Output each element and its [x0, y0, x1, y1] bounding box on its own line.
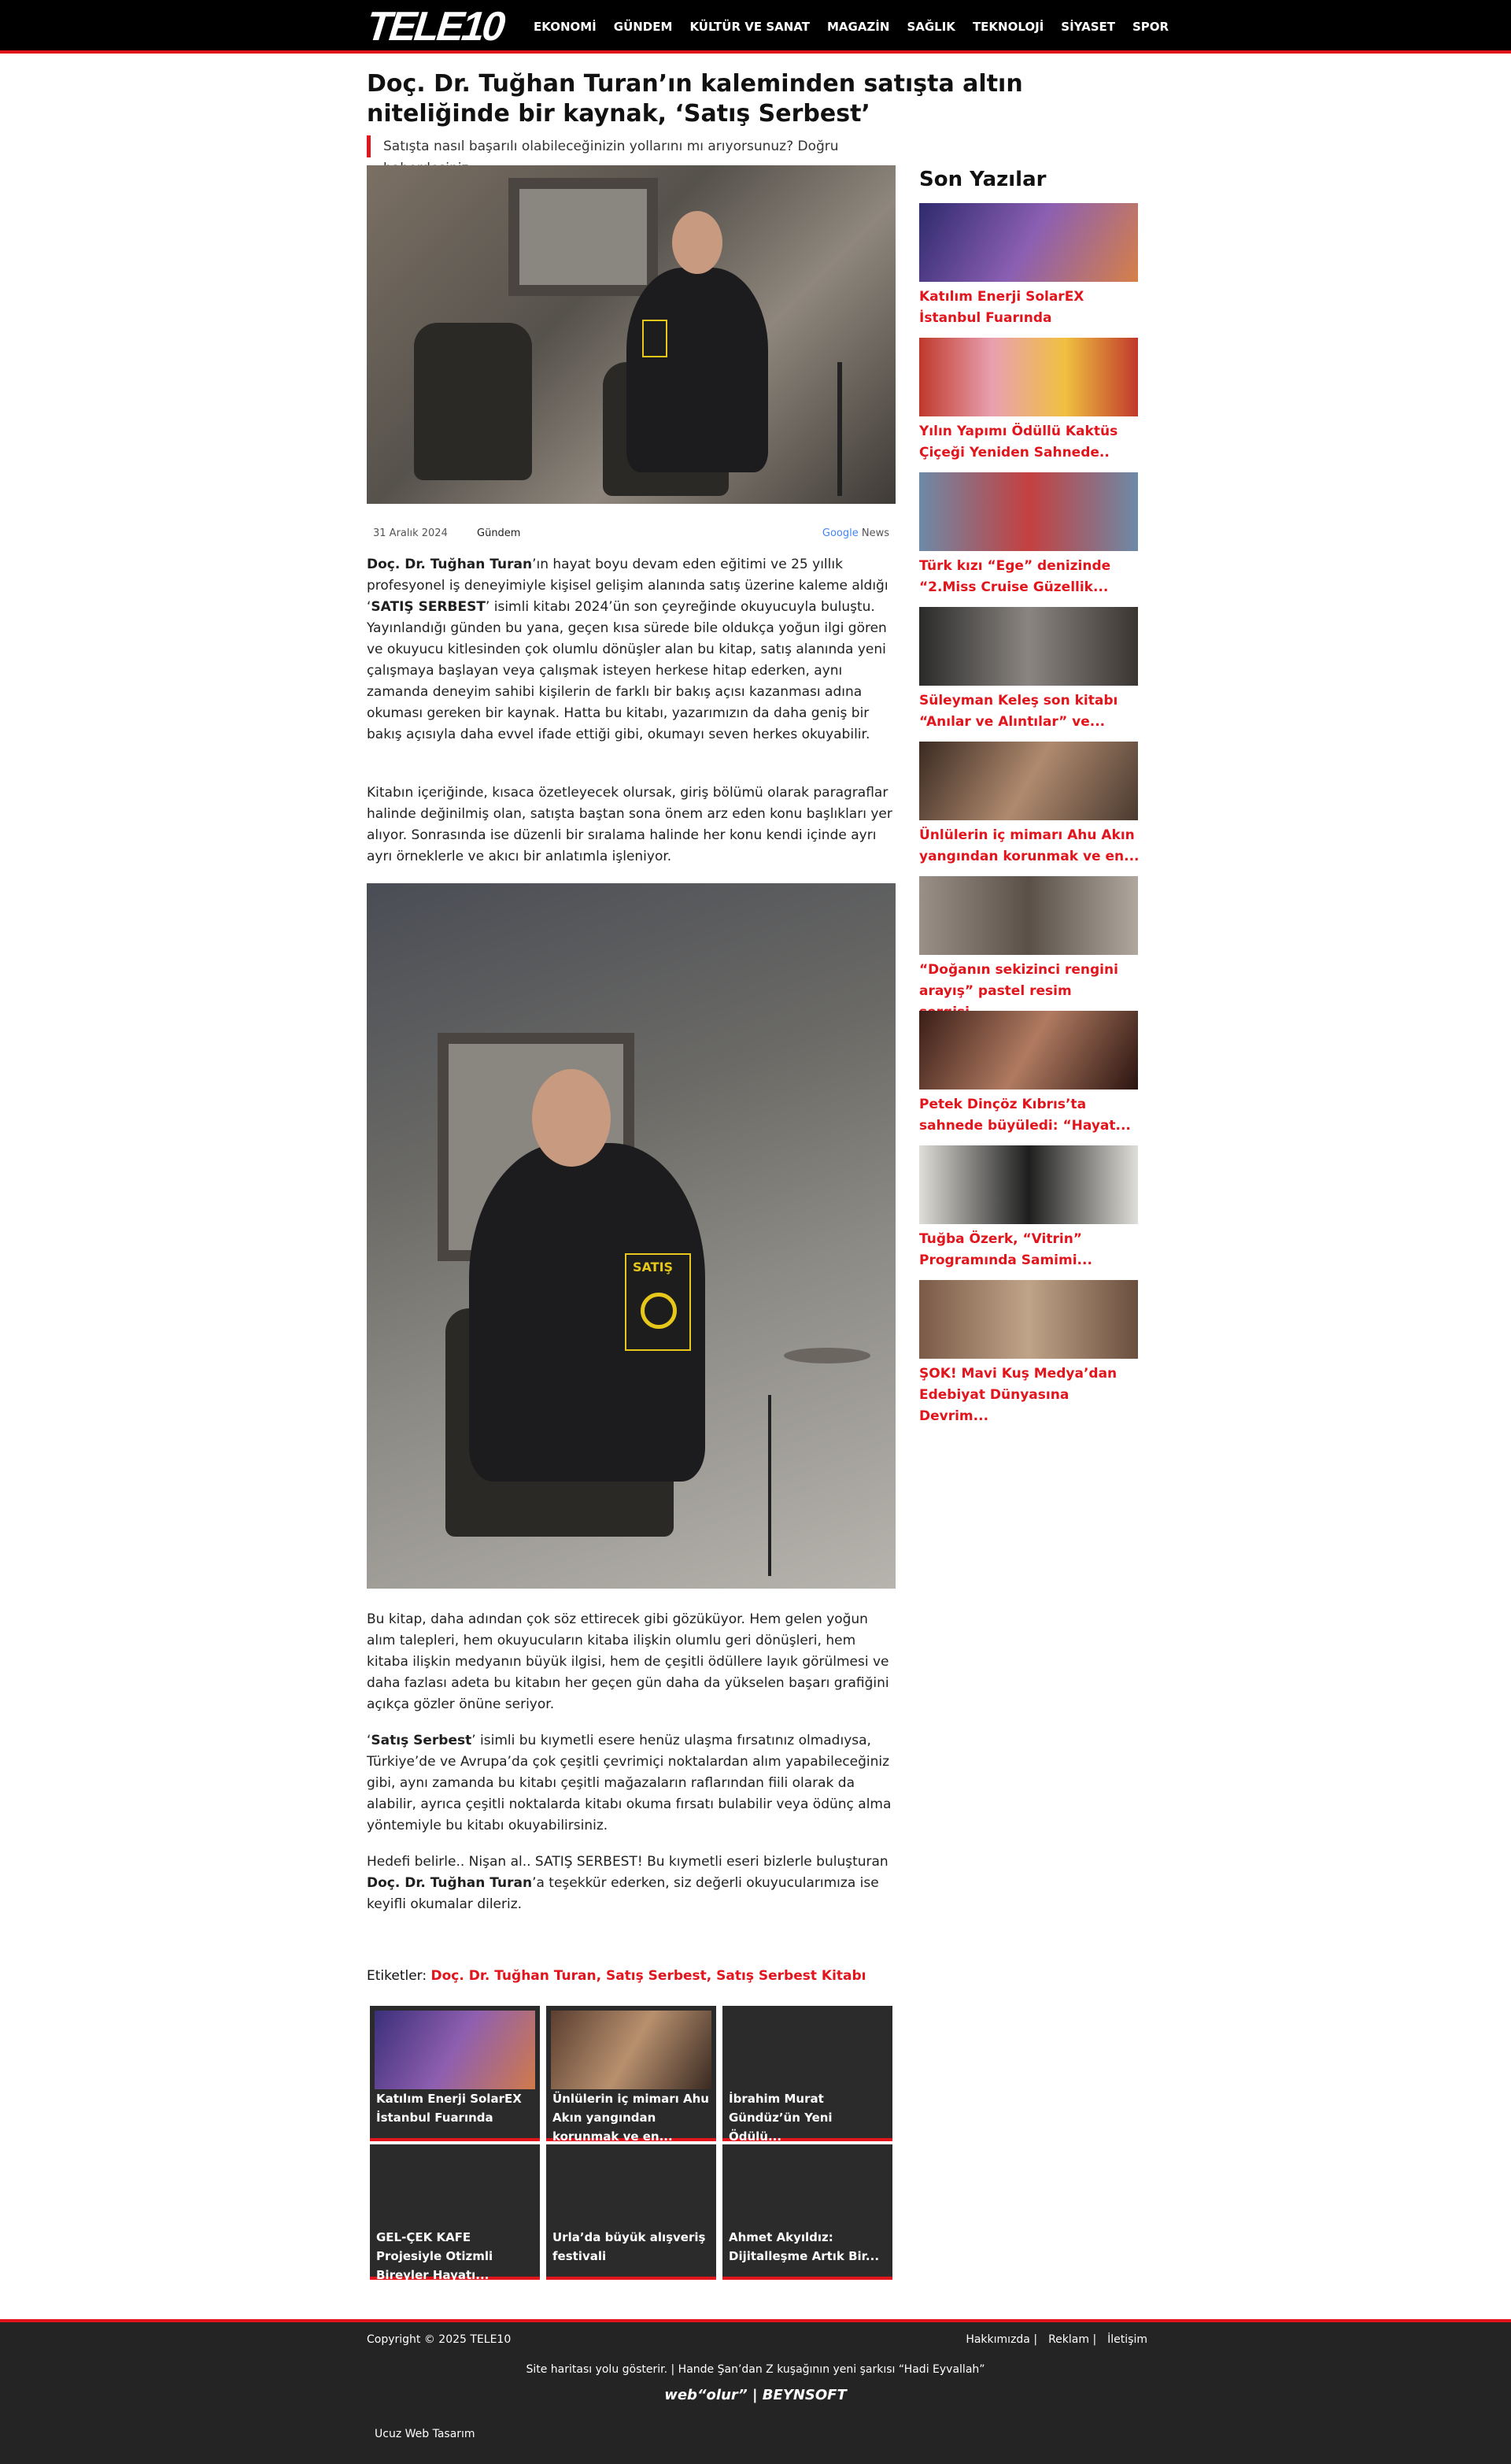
sidebar-item[interactable]: [919, 607, 1140, 742]
article-tags: [367, 1965, 896, 1987]
related-card[interactable]: [546, 2144, 716, 2280]
sidebar-item[interactable]: [919, 338, 1140, 472]
side-table: [768, 1395, 839, 1576]
sidebar-thumbnail: [919, 876, 1138, 955]
sidebar-item[interactable]: [919, 472, 1140, 607]
paragraph-text: ’ın hayat boyu devam eden eğitimi ve 25 yıllık profesyonel iş deneyimiyle kişisel gelişim alanında satış üzerine kaleme aldığı ‘: [367, 557, 888, 615]
sidebar-thumbnail: [919, 1011, 1138, 1090]
tags-label: Etiketler:: [367, 1968, 427, 1984]
sidebar-item[interactable]: [919, 203, 1140, 338]
related-title: Ahmet Akyıldız: Dijitalleşme Artık Bir...: [729, 2230, 880, 2263]
article-paragraph-2: Kitabın içeriğinde, kısaca özetleyecek olursak, giriş bölümü olarak paragraflar halinde değinilmiş olan, satışta baştan sona önem arz eden konu başlıkları yer alıyor. Sonrasında ise düzenli bir sıralama halinde her konu kendi içinde ayrı ayrı örneklerle ve akıcı bir anlatımla işleniyor.: [367, 785, 892, 864]
article-main-image[interactable]: [367, 165, 896, 504]
footer-link-about[interactable]: Hakkımızda |: [966, 2333, 1038, 2346]
sidebar-item[interactable]: [919, 1145, 1140, 1280]
nav-item-saglik[interactable]: SAĞLIK: [907, 20, 955, 34]
sidebar-thumbnail: [919, 338, 1138, 416]
book-cover: [642, 320, 667, 357]
paragraph-text: Hedefi belirle.. Nişan al.. SATIŞ SERBEST! Bu kıymetli eseri bizlerle buluşturan: [367, 1854, 888, 1870]
sidebar-thumbnail: [919, 1145, 1138, 1224]
book-cover: [625, 1253, 691, 1351]
related-title: Ünlülerin iç mimarı Ahu Akın yangından korunmak ve en...: [552, 2092, 709, 2144]
tag-link[interactable]: Satış Serbest: [605, 1968, 707, 1984]
sidebar-item-title: Petek Dinçöz Kıbrıs’ta sahnede büyüledi: “Hayat...: [919, 1097, 1131, 1134]
related-title: Urla’da büyük alışveriş festivali: [552, 2230, 706, 2263]
nav-item-teknoloji[interactable]: TEKNOLOJİ: [972, 20, 1044, 34]
person-figure: [626, 268, 768, 472]
author-name: Doç. Dr. Tuğhan Turan: [367, 557, 533, 572]
magazine-stack: [784, 1348, 870, 1363]
side-table: [837, 362, 842, 496]
related-title: Katılım Enerji SolarEX İstanbul Fuarında: [376, 2092, 522, 2125]
article-paragraph-4: [367, 1730, 896, 1837]
sidebar-item-title: Ünlülerin iç mimarı Ahu Akın yangından korunmak ve en...: [919, 827, 1140, 864]
paragraph-text: ’ isimli kitabı 2024’ün son çeyreğinde okuyucuyla buluştu. Yayınlandığı günden bu yana, geçen kısa sürede bile oldukça yoğun ilgi gören ve okuyucu kitlesinden çok olumlu dönüşler alan bu kitap, satış alanında yeni çalışmaya başlayan veya çalışmak isteyen herkese hitap ederken, aynı zamanda deneyim sahibi kişilerin de farklı bir bakış açısı kazanması adına okuması gereken bir kaynak. Hatta bu kitabı, yazarımızın da daha geniş bir bakış açısıyla daha evvel ifade ettiği gibi, okumayı seven herkes okuyabilir.: [367, 599, 887, 742]
tag-link[interactable]: Doç. Dr. Tuğhan Turan: [430, 1968, 597, 1984]
footer-note[interactable]: Site haritası yolu gösterir. | Hande Şan’dan Z kuşağının yeni şarkısı “Hadi Eyvallah”: [526, 2363, 985, 2376]
footer-link-contact[interactable]: İletişim: [1107, 2333, 1147, 2346]
site-logo[interactable]: TELE10: [364, 4, 505, 50]
sidebar-item[interactable]: [919, 876, 1140, 1011]
nav-item-kultur-ve-sanat[interactable]: KÜLTÜR VE SANAT: [689, 20, 810, 34]
nav-item-spor[interactable]: SPOR: [1132, 20, 1169, 34]
nav-item-gundem[interactable]: GÜNDEM: [613, 20, 673, 34]
sidebar-item-title: “Doğanın sekizinci rengini arayış” pastel resim: [919, 962, 1118, 999]
sidebar-item-title: Katılım Enerji SolarEX İstanbul Fuarında: [919, 289, 1084, 326]
footer-cheap-design-link[interactable]: Ucuz Web Tasarım: [375, 2428, 475, 2440]
related-card[interactable]: [722, 2144, 892, 2280]
tag-separator: ,: [596, 1968, 606, 1984]
main-nav: [534, 0, 1186, 54]
author-name: Doç. Dr. Tuğhan Turan: [367, 1875, 533, 1891]
article-paragraph-1: [367, 554, 896, 745]
tag-separator: ,: [706, 1968, 717, 1984]
book-name: Satış Serbest: [371, 1733, 472, 1748]
footer-links: [955, 2333, 1147, 2346]
google-news-google: Google: [822, 527, 859, 539]
nav-item-ekonomi[interactable]: EKONOMİ: [534, 20, 597, 34]
copyright-text: Copyright © 2025 TELE10: [367, 2333, 512, 2346]
brand-beynsoft: BEYNSOFT: [762, 2387, 847, 2403]
sidebar-item[interactable]: [919, 1280, 1140, 1424]
sidebar-item-title: ŞOK! Mavi Kuş Medya’dan Edebiyat Dünyasına Devrim...: [919, 1366, 1118, 1424]
sidebar-thumbnail: [919, 607, 1138, 686]
sidebar-item-title: Tuğba Özerk, “Vitrin” Programında Samimi...: [919, 1231, 1092, 1268]
person-head: [532, 1069, 611, 1167]
nav-item-siyaset[interactable]: SİYASET: [1061, 20, 1115, 34]
paragraph-text: ’ isimli bu kıymetli esere henüz ulaşma fırsatınız olmadıysa, Türkiye’de ve Avrupa’da çok çeşitli çevrimiçi noktalardan alım yapabileceğiniz gibi, aynı zamanda bu kitabı çeşitli mağazaların raflarından fiili olarak da alabilir, ayrıca çeşitli noktalarda kitabı okuma fırsatı bulabilir veya ödünç alma yöntemiyle bu kitabı okuyabilirsiniz.: [367, 1733, 892, 1833]
article-paragraph-5: [367, 1852, 896, 1915]
brand-weboluur: web“olur”: [664, 2387, 748, 2403]
sidebar-thumbnail: [919, 1280, 1138, 1359]
related-title: GEL-ÇEK KAFE Projesiyle Otizmli Bireyler Hayatı...: [376, 2230, 493, 2282]
person-head: [672, 211, 722, 274]
sidebar-title: Son Yazılar: [919, 168, 1047, 191]
sidebar-thumbnail: [919, 203, 1138, 282]
paragraph-text: ‘: [367, 1733, 371, 1748]
tag-link[interactable]: Satış Serbest Kitabı: [716, 1968, 866, 1984]
mirror-frame: [508, 178, 658, 296]
paragraph-text: ’a teşekkür ederken, siz değerli okuyucularımıza ise keyifli okumalar dileriz.: [367, 1875, 879, 1912]
sidebar-item-title: Türk kızı “Ege” denizinde “2.Miss Cruise Güzellik...: [919, 558, 1111, 595]
sidebar-item[interactable]: [919, 1011, 1140, 1145]
book-title-text: SATIŞ: [633, 1260, 674, 1275]
site-footer: [0, 2319, 1511, 2464]
google-news-news: News: [861, 527, 889, 539]
sidebar-item-title: Yılın Yapımı Ödüllü Kaktüs Çiçeği Yeniden Sahnede..: [919, 424, 1118, 461]
article-lead: Satışta nasıl başarılı olabileceğinizin yollarını mı arıyorsunuz? Doğru: [367, 135, 894, 157]
article-category[interactable]: Gündem: [477, 527, 521, 539]
related-title: İbrahim Murat Gündüz’ün Yeni Ödülü...: [729, 2092, 833, 2144]
related-card[interactable]: [370, 2006, 540, 2141]
sidebar-thumbnail: [919, 742, 1138, 820]
sidebar-item[interactable]: [919, 742, 1140, 876]
article-paragraph-3: Bu kitap, daha adından çok söz ettirecek gibi gözüküyor. Hem gelen yoğun alım talepleri, hem okuyucuların kitaba ilişkin olumlu geri dönüşleri, hem kitaba ilişkin medyanın büyük ilgisi, hem de çeşitli ödüllere layık görülmesi ve daha fazlası adeta bu kitabın her geçen gün daha da yükselen başarı grafiğini açıkça gözler önüne seriyor.: [367, 1611, 889, 1712]
google-news-link[interactable]: [822, 527, 889, 539]
article-title: Doç. Dr. Tuğhan Turan’ın kaleminden satışta altın niteliğinde bir kaynak, ‘Satış Serbest’: [367, 70, 1023, 128]
armchair-left: [414, 323, 532, 480]
sidebar-item-title: Süleyman Keleş son kitabı “Anılar ve Alıntılar” ve...: [919, 693, 1118, 730]
related-card[interactable]: [370, 2144, 540, 2280]
related-card[interactable]: [546, 2006, 716, 2144]
article-second-image[interactable]: [367, 883, 896, 1589]
article-date: 31 Aralık 2024: [373, 527, 448, 539]
footer-brand[interactable]: [0, 2387, 1511, 2403]
related-card[interactable]: [722, 2006, 892, 2144]
sidebar-recent-posts: [919, 165, 1140, 1424]
footer-link-ads[interactable]: Reklam |: [1048, 2333, 1097, 2346]
related-thumbnail: [551, 2011, 711, 2089]
article-meta: [367, 516, 896, 548]
related-thumbnail: [375, 2011, 535, 2089]
nav-item-magazin[interactable]: MAGAZİN: [826, 20, 890, 34]
target-icon: [641, 1293, 677, 1329]
brand-separator: |: [747, 2387, 763, 2403]
book-name: SATIŞ SERBEST: [371, 599, 486, 615]
site-header: [0, 0, 1511, 54]
sidebar-thumbnail: [919, 472, 1138, 551]
related-articles: [367, 2000, 896, 2282]
